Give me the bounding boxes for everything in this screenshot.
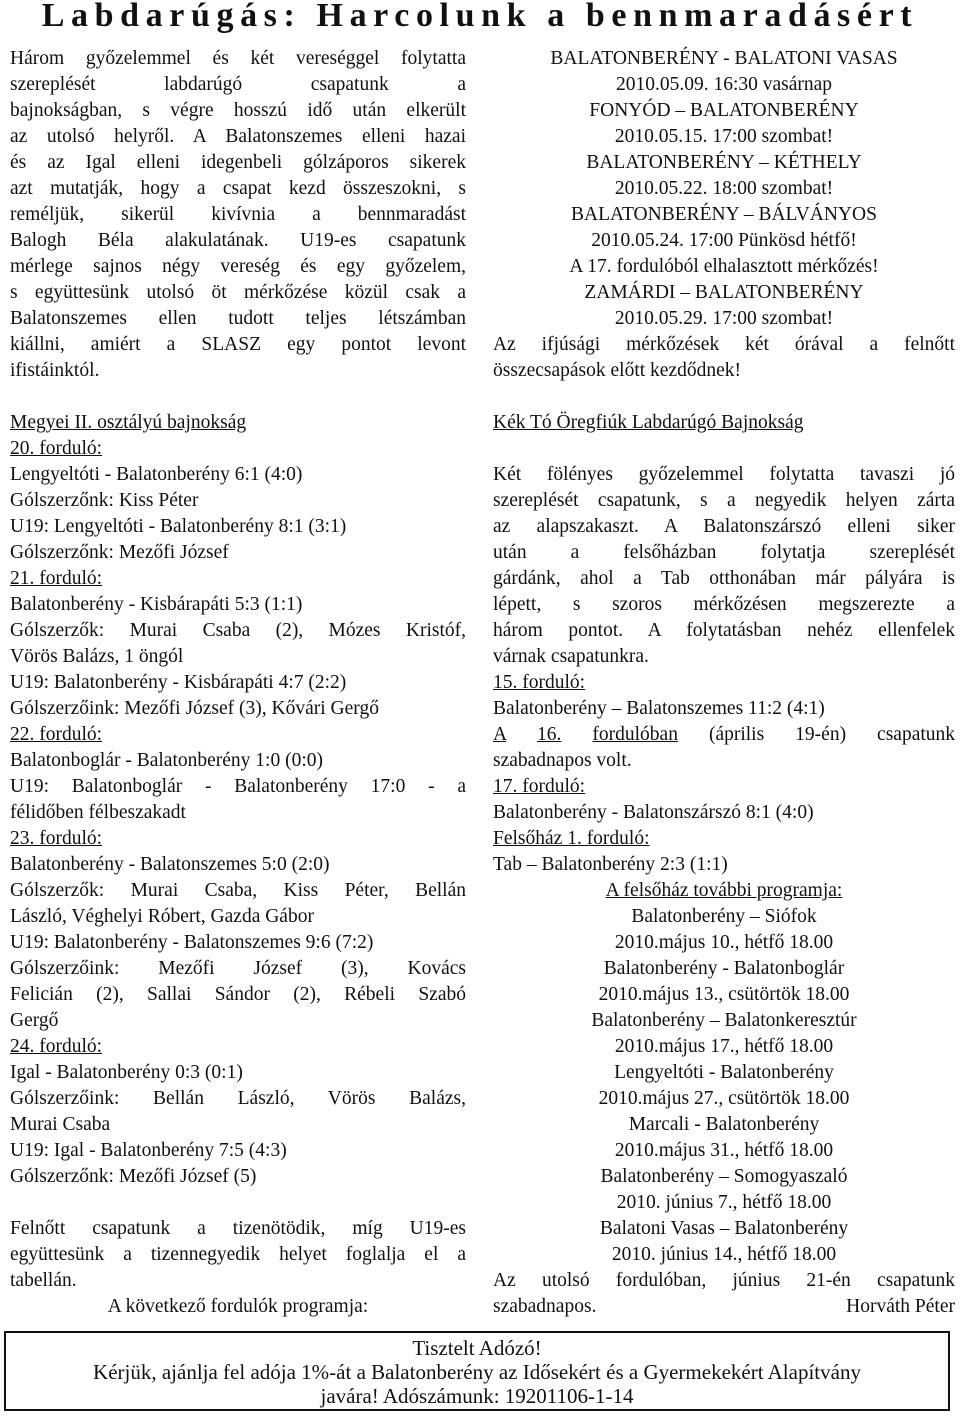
text-line: Az utolsó fordulóban, június 21-én csapatunk bbox=[493, 1270, 955, 1291]
upper-schedule-line: 2010.május 27., csütörtök 18.00 bbox=[598, 1088, 850, 1109]
schedule-line: 2010.05.22. 18:00 szombat! bbox=[614, 178, 834, 199]
text-fragment: 16. bbox=[537, 724, 562, 745]
standing-line: tabellán. bbox=[10, 1270, 77, 1291]
text-line: és az Igal elleni idegenbeli gólzáporos sikerek bbox=[10, 152, 466, 173]
upper-schedule-line: Balatoni Vasas – Balatonberény bbox=[599, 1218, 849, 1239]
scorer-line: Gólszerzőnk: Kiss Péter bbox=[10, 490, 199, 511]
tax-notice-box bbox=[4, 1331, 950, 1411]
text-line: ifistáinktól. bbox=[10, 360, 100, 381]
upper-schedule-line: Balatonberény – Somogyaszaló bbox=[600, 1166, 848, 1187]
upper-schedule-line: Balatonberény – Siófok bbox=[631, 906, 817, 927]
text-fragment: A bbox=[493, 724, 507, 745]
standing-line: együttesünk a tizennegyedik helyet foglalja el a bbox=[10, 1244, 466, 1265]
result-line: Balatonboglár - Balatonberény 1:0 (0:0) bbox=[10, 750, 323, 771]
round-heading-20: 20. forduló: bbox=[10, 438, 103, 459]
result-line: U19: Balatonberény - Kisbárapáti 4:7 (2:2) bbox=[10, 672, 347, 693]
scorer-line: Gólszerzőnk: Mezőfi József (5) bbox=[10, 1166, 257, 1187]
text-line: szabadnapos volt. bbox=[493, 750, 632, 771]
notice-text: Kérjük, ajánlja fel adója 1%-át a Balatonberény az Idősekért és a Gyermekekért Alapítvány bbox=[93, 1360, 861, 1384]
text-fragment: fordulóban bbox=[592, 724, 678, 745]
youth-note: Az ifjúsági mérkőzések két órával a felnőtt bbox=[493, 334, 955, 355]
scorer-line: Murai Csaba bbox=[10, 1114, 111, 1135]
upper-schedule-line: 2010. június 14., hétfő 18.00 bbox=[611, 1244, 837, 1265]
text-line: azt mutatják, hogy a csapat kezd összeszokni, s bbox=[10, 178, 466, 199]
upper-schedule-heading: A felsőház további programja: bbox=[605, 880, 843, 901]
result-line: U19: Lengyeltóti - Balatonberény 8:1 (3:1) bbox=[10, 516, 347, 537]
result-line: Tab – Balatonberény 2:3 (1:1) bbox=[493, 854, 728, 875]
round-heading-21: 21. forduló: bbox=[10, 568, 103, 589]
page-title: Labdarúgás: Harcolunk a bennmaradásért bbox=[41, 0, 919, 34]
notice-greeting: Tisztelt Adózó! bbox=[412, 1336, 542, 1360]
text-fragment: szabadnapos. bbox=[493, 1296, 597, 1317]
scorer-line: Vörös Balázs, 1 öngól bbox=[10, 646, 184, 667]
text-line: kiállni, amiért a SLASZ egy pontot levont bbox=[10, 334, 466, 355]
text-line: Két fölényes győzelemmel folytatta tavaszi jó bbox=[493, 464, 955, 485]
round-heading-24: 24. forduló: bbox=[10, 1036, 103, 1057]
upper-schedule-line: 2010. június 7., hétfő 18.00 bbox=[616, 1192, 832, 1213]
result-line: Balatonberény - Balatonszemes 5:0 (2:0) bbox=[10, 854, 330, 875]
schedule-line: 2010.05.15. 17:00 szombat! bbox=[614, 126, 834, 147]
round-16-note bbox=[493, 722, 955, 748]
result-line: Lengyeltóti - Balatonberény 6:1 (4:0) bbox=[10, 464, 303, 485]
text-line: lépett, s szoros mérkőzésen megszerezte a bbox=[493, 594, 955, 615]
schedule-line: BALATONBERÉNY – BÁLVÁNYOS bbox=[571, 204, 877, 225]
text-line: után a felsőházban folytatja szereplését bbox=[493, 542, 955, 563]
round-heading-15: 15. forduló: bbox=[493, 672, 586, 693]
league-heading: Megyei II. osztályú bajnokság bbox=[10, 412, 247, 433]
round-heading-22: 22. forduló: bbox=[10, 724, 103, 745]
scorer-line: Gólszerzőnk: Mezőfi József bbox=[10, 542, 229, 563]
result-line: U19: Igal - Balatonberény 7:5 (4:3) bbox=[10, 1140, 287, 1161]
result-line: Balatonberény – Balatonszemes 11:2 (4:1) bbox=[493, 698, 825, 719]
text-line: várnak csapatunkra. bbox=[493, 646, 649, 667]
schedule-line: ZAMÁRDI – BALATONBERÉNY bbox=[584, 282, 864, 303]
text-line: reméljük, sikerül kivívnia a bennmaradást bbox=[10, 204, 466, 225]
standing-line: Felnőtt csapatunk a tizenötödik, míg U19-es bbox=[10, 1218, 466, 1239]
closing-line bbox=[493, 1294, 955, 1320]
upper-schedule-line: 2010.május 10., hétfő 18.00 bbox=[614, 932, 834, 953]
text-line: az alapszakaszt. A Balatonszárszó elleni siker bbox=[493, 516, 955, 537]
author-name: Horváth Péter bbox=[846, 1296, 955, 1317]
upper-round-heading: Felsőház 1. forduló: bbox=[493, 828, 650, 849]
text-line: három pontot. A folytatásban nehéz ellenfelek bbox=[493, 620, 955, 641]
text-line: szereplését csapatunk, s a negyedik helyen zárta bbox=[493, 490, 955, 511]
schedule-line: FONYÓD – BALATONBERÉNY bbox=[589, 100, 859, 121]
schedule-line: 2010.05.29. 17:00 szombat! bbox=[614, 308, 834, 329]
text-line: bajnokságban, s végre hosszú idő után elkerült bbox=[10, 100, 466, 121]
upper-schedule-line: 2010.május 13., csütörtök 18.00 bbox=[598, 984, 850, 1005]
scorer-line: Gergő bbox=[10, 1010, 59, 1031]
veterans-league-heading: Kék Tó Öregfiúk Labdarúgó Bajnokság bbox=[493, 412, 804, 433]
result-line: félidőben félbeszakadt bbox=[10, 802, 186, 823]
text-line: mérlege sajnos négy vereség és egy győzelem, bbox=[10, 256, 466, 277]
upper-schedule-line: Balatonberény - Balatonboglár bbox=[603, 958, 845, 979]
schedule-line: 2010.05.09. 16:30 vasárnap bbox=[615, 74, 833, 95]
result-line: U19: Balatonberény - Balatonszemes 9:6 (7:2) bbox=[10, 932, 374, 953]
schedule-line: BALATONBERÉNY – KÉTHELY bbox=[586, 152, 862, 173]
schedule-line: BALATONBERÉNY - BALATONI VASAS bbox=[550, 48, 898, 69]
right-column bbox=[493, 46, 955, 1320]
scorer-line: Gólszerzőink: Mezőfi József (3), Kővári Gergő bbox=[10, 698, 379, 719]
round-heading-23: 23. forduló: bbox=[10, 828, 103, 849]
intro-paragraph bbox=[10, 46, 466, 384]
text-line: Három győzelemmel és két vereséggel folytatta bbox=[10, 48, 466, 69]
next-rounds-heading: A következő fordulók programja: bbox=[107, 1296, 369, 1317]
scorer-line: Gólszerzők: Murai Csaba, Kiss Péter, Bellán bbox=[10, 880, 466, 901]
text-line: s együttesünk utolsó öt mérkőzése közül csak a bbox=[10, 282, 466, 303]
text-fragment: (április 19-én) csapatunk bbox=[708, 724, 956, 745]
notice-tax-number: javára! Adószámunk: 19201106-1-14 bbox=[320, 1384, 634, 1408]
upper-schedule-line: 2010.május 17., hétfő 18.00 bbox=[614, 1036, 834, 1057]
round-heading-17: 17. forduló: bbox=[493, 776, 586, 797]
result-line: Balatonberény - Balatonszárszó 8:1 (4:0) bbox=[493, 802, 814, 823]
text-line: Balogh Béla alakulatának. U19-es csapatunk bbox=[10, 230, 466, 251]
schedule-line: 2010.05.24. 17:00 Pünkösd hétfő! bbox=[591, 230, 857, 251]
result-line: Igal - Balatonberény 0:3 (0:1) bbox=[10, 1062, 243, 1083]
text-line: az utolsó helyről. A Balatonszemes elleni hazai bbox=[10, 126, 466, 147]
scorer-line: László, Véghelyi Róbert, Gazda Gábor bbox=[10, 906, 314, 927]
scorer-line: Gólszerzők: Murai Csaba (2), Mózes Kristóf, bbox=[10, 620, 466, 641]
youth-note: összecsapások előtt kezdődnek! bbox=[493, 360, 741, 381]
text-line: Balatonszemes ellen tudott teljes létszámban bbox=[10, 308, 466, 329]
upper-schedule-line: Marcali - Balatonberény bbox=[628, 1114, 820, 1135]
upper-schedule-line: 2010.május 31., hétfő 18.00 bbox=[614, 1140, 834, 1161]
result-line: Balatonberény - Kisbárapáti 5:3 (1:1) bbox=[10, 594, 303, 615]
text-line: gárdánk, ahol a Tab otthonában már pályára is bbox=[493, 568, 955, 589]
upper-schedule-line: Lengyeltóti - Balatonberény bbox=[614, 1062, 834, 1083]
result-line: U19: Balatonboglár - Balatonberény 17:0 - a bbox=[10, 776, 466, 797]
left-column bbox=[10, 46, 466, 1320]
schedule-line: A 17. fordulóból elhalasztott mérkőzés! bbox=[569, 256, 879, 277]
text-line: szereplését labdarúgó csapatunk a bbox=[10, 74, 466, 95]
scorer-line: Felicián (2), Sallai Sándor (2), Rébeli Szabó bbox=[10, 984, 466, 1005]
scorer-line: Gólszerzőink: Bellán László, Vörös Balázs, bbox=[10, 1088, 466, 1109]
upper-schedule-line: Balatonberény – Balatonkeresztúr bbox=[591, 1010, 857, 1031]
scorer-line: Gólszerzőink: Mezőfi József (3), Kovács bbox=[10, 958, 466, 979]
